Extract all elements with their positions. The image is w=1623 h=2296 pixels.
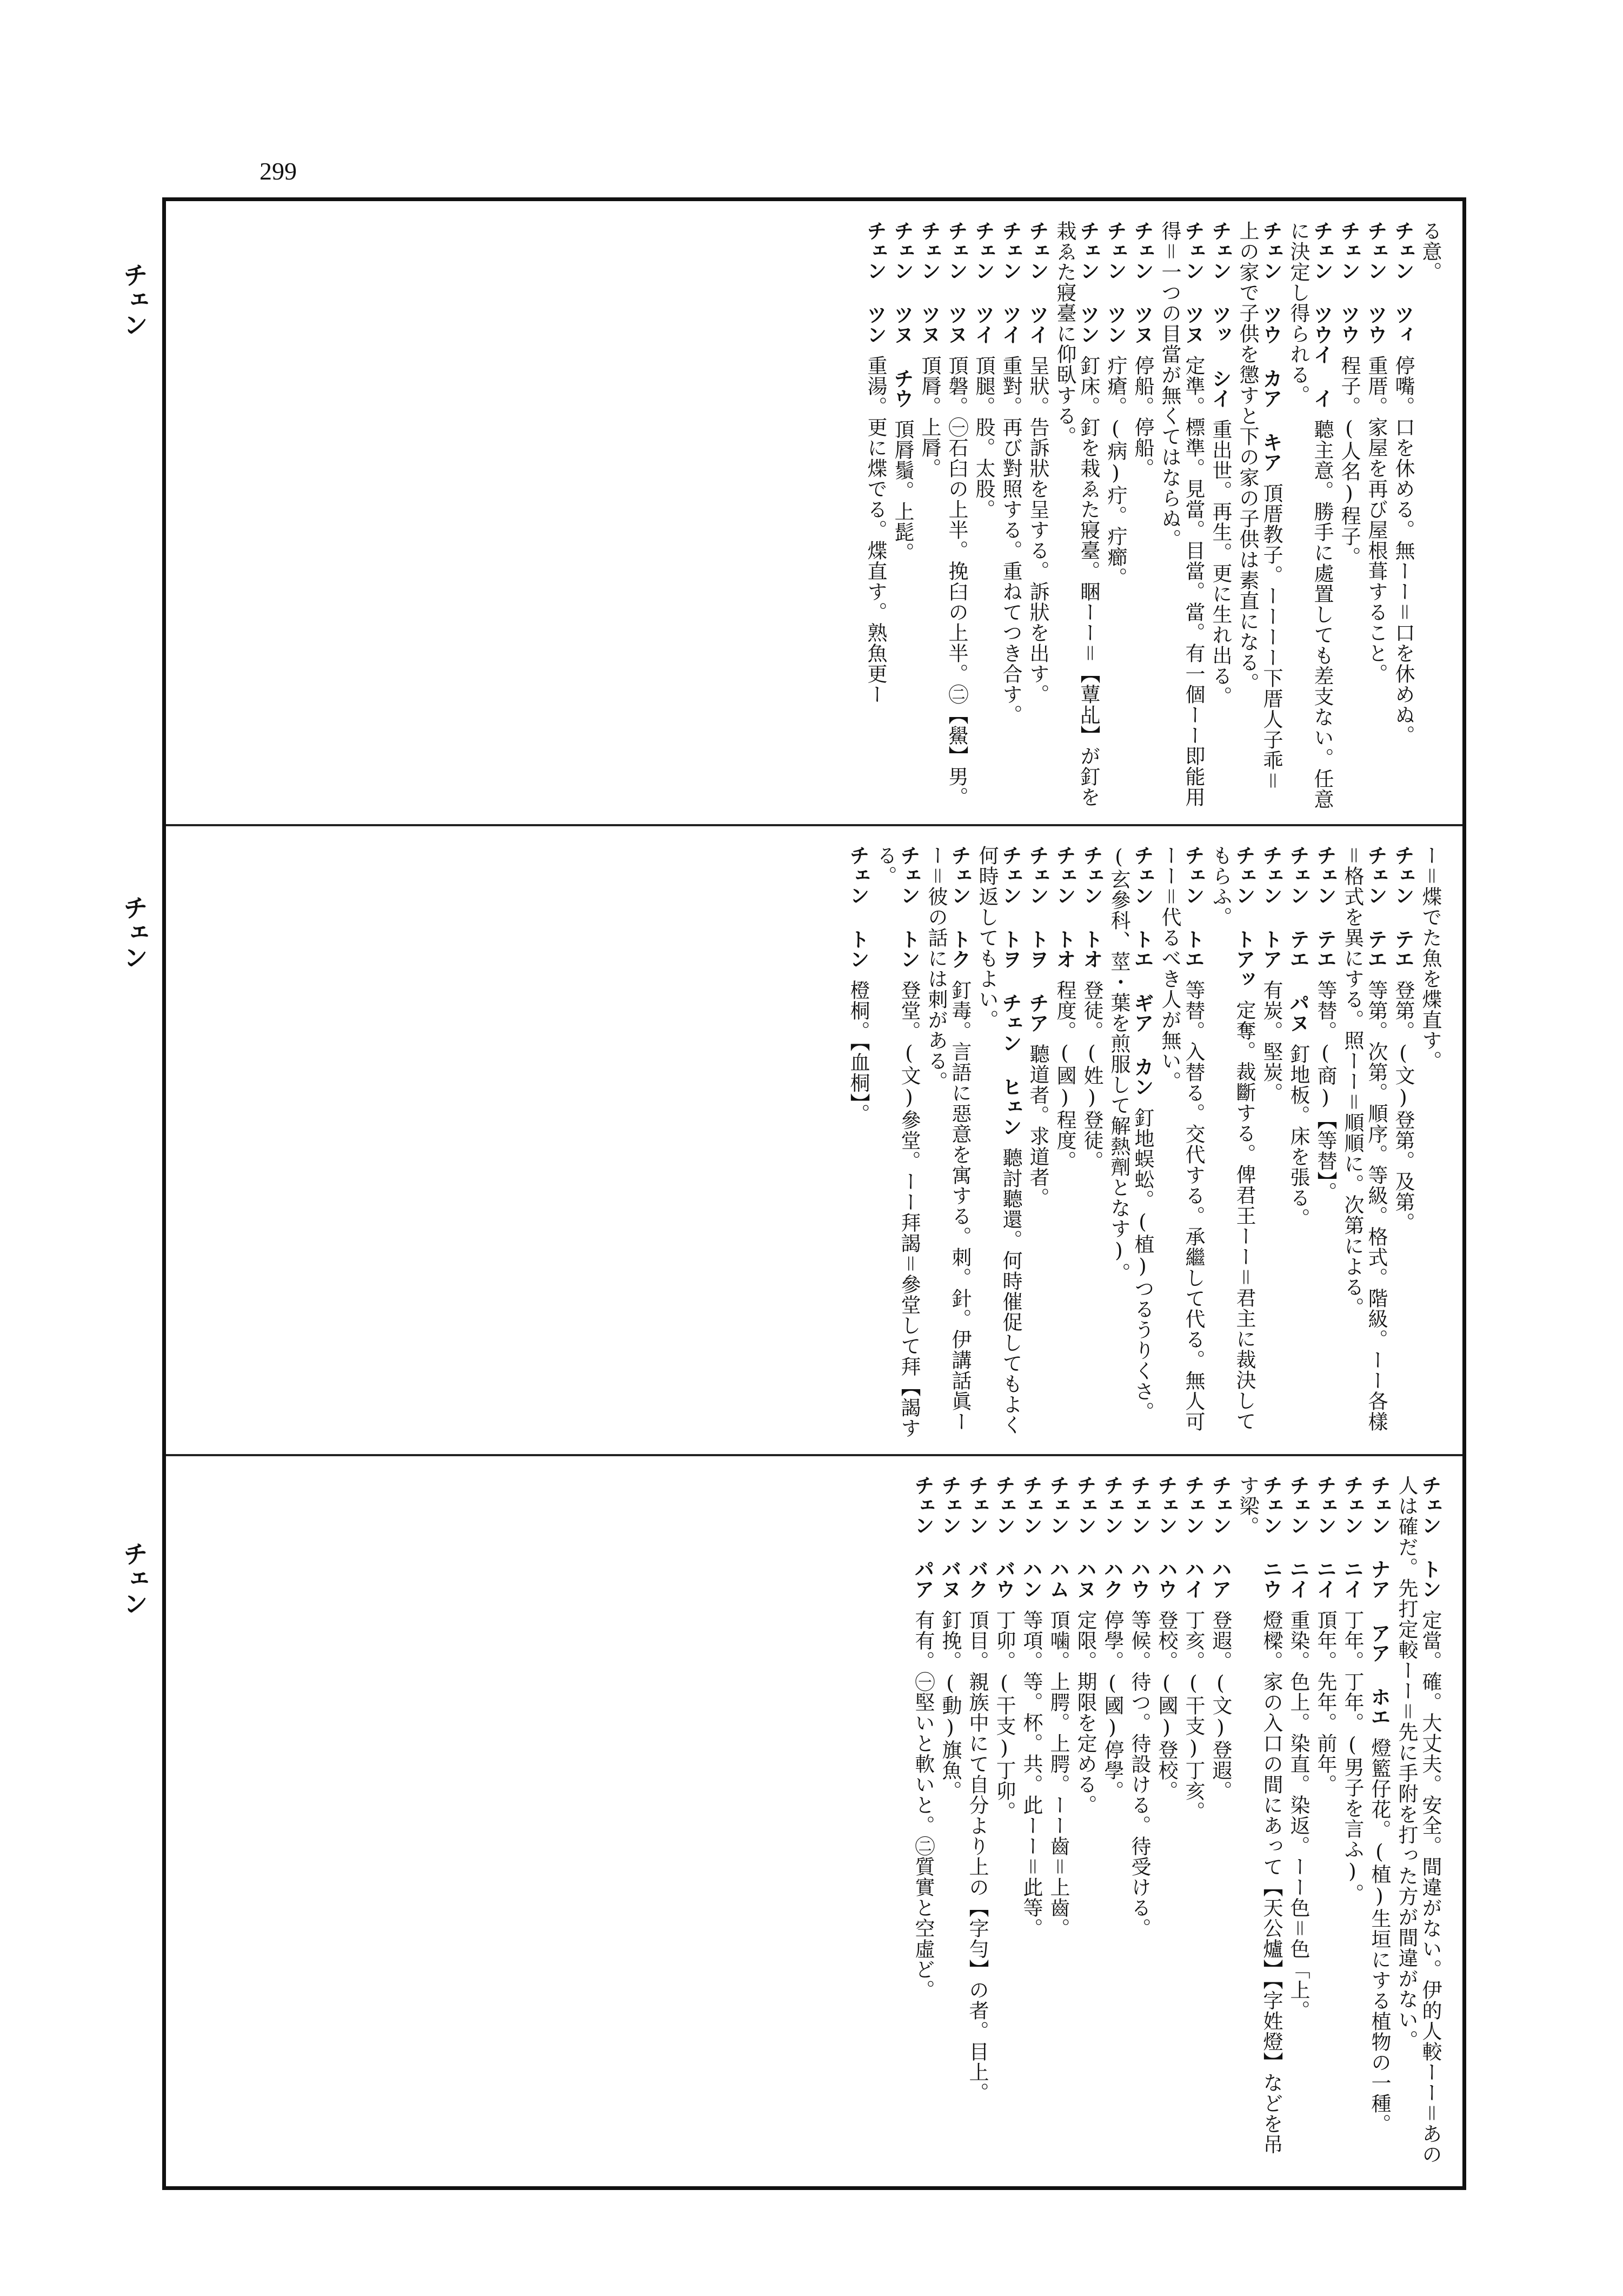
entry-definition: 丁卯。(干支)丁卯。: [993, 1610, 1016, 1822]
entry-definition: 重染。色上。染直。染返。ーー色＝色「上。: [1287, 1610, 1310, 2021]
dictionary-entry: [1418, 221, 1442, 810]
entry-headword: チェン ツウイ イ: [1310, 221, 1334, 408]
dictionary-entry: [992, 1475, 1016, 2173]
entry-definition: 頂磐。㊀石臼の上半。挽臼の上半。㊁【鱟】男。: [945, 355, 968, 807]
entry-definition: 登第。(文)登第。及第。: [1392, 980, 1415, 1233]
entry-headword: チェン ニイ: [1340, 1475, 1364, 1599]
side-label-bottom: チェン: [119, 1541, 149, 1616]
entry-headword: チェン ハク: [1100, 1475, 1124, 1599]
entry-definition: 有有。㊀堅いと軟いと。㊁質實と空虛ど。: [912, 1610, 935, 2000]
page-number: 299: [260, 157, 297, 185]
entry-headword: チェン ハウ: [1154, 1475, 1178, 1599]
entry-headword: チェン テエ: [1364, 845, 1388, 969]
dictionary-entry: [1394, 1475, 1442, 2173]
dictionary-entry: [972, 221, 995, 810]
entry-definition: 頂脣。上脣。: [918, 355, 941, 479]
entry-headword: チェン ツイ: [999, 221, 1022, 344]
entry-headword: チェン トアッ: [1232, 845, 1256, 989]
dictionary-entry: [911, 1475, 935, 2173]
entry-headword: チェン トア: [1259, 845, 1283, 969]
entry-headword: チェン テエ パヌ: [1286, 845, 1310, 1033]
entry-headword: チェン ツヌ: [1130, 221, 1154, 344]
entry-definition: 釘床。釘を栽ゑた寢臺。睏ーー＝【蕈乩】が釘を栽ゑた寢臺に仰臥する。: [1053, 221, 1100, 807]
dictionary-entry: [1026, 845, 1049, 1440]
entry-headword: チェン ハム: [1046, 1475, 1070, 1599]
dictionary-entry: [1019, 1475, 1043, 2173]
dictionary-entry: [1080, 845, 1103, 1440]
entry-definition: 頂目。親族中にて自分より上の【字勻】の者。目上。: [966, 1610, 989, 2103]
entry-headword: チェン ハヌ: [1073, 1475, 1097, 1599]
dictionary-entry: [1103, 221, 1127, 810]
entry-definition: 等替。入替る。交代する。承繼して代る。無人可ーー＝代るべき人が無い。: [1158, 845, 1205, 1432]
dictionary-entry: [1158, 221, 1205, 810]
dictionary-entry: [1340, 1475, 1364, 2173]
entry-definition: 呈狀。告訴狀を呈する。訴狀を出す。: [1026, 355, 1049, 705]
entry-headword: チェン ツヌ: [944, 221, 968, 344]
entry-definition: 頂厝教子。ーーーー下厝人子乖＝上の家で子供を懲すと下の家の子供は素直になる。: [1236, 221, 1283, 791]
entry-definition: 聽主意。勝手に處置しても差支ない。任意に決定し得られる。: [1287, 221, 1334, 809]
entry-definition: 丁年。丁年。(男子を言ふ)。: [1341, 1610, 1364, 1904]
dictionary-entry: [924, 845, 972, 1440]
dictionary-entry: [1127, 1475, 1151, 2173]
entry-headword: チェン パア: [911, 1475, 935, 1599]
entry-definition: る意。: [1419, 221, 1442, 282]
page-frame: [162, 197, 1466, 2190]
side-label-middle: チェン: [119, 895, 149, 970]
entry-headword: チェン トン: [1418, 1475, 1442, 1599]
entry-definition: 定準。標準。見當。目當。當。有一個ーー即能用得＝一つの目當が無くてはならぬ。: [1158, 221, 1205, 807]
entry-headword: チェン ナア アア ホエ: [1367, 1475, 1391, 1727]
entry-definition: 頂年。先年。前年。: [1314, 1610, 1337, 1795]
dictionary-entry: [1158, 845, 1205, 1440]
entry-headword: チェン ツィ: [1391, 221, 1415, 344]
dictionary-entry: [873, 845, 921, 1440]
entry-headword: チェン ツヌ: [917, 221, 941, 344]
side-label-top: チェン: [119, 262, 149, 337]
entry-definition: 停學。(國)停學。: [1101, 1610, 1124, 1801]
entry-headword: チェン ツヌ: [1181, 221, 1205, 344]
entry-headword: チェン トヲ チェン ヒェン: [999, 845, 1022, 1137]
dictionary-entry: [1391, 221, 1415, 810]
dictionary-entry: [1046, 1475, 1070, 2173]
entry-definition: 等項。等。杯。共。此ーー＝此等。: [1020, 1610, 1043, 1939]
dictionary-entry: [1286, 1475, 1310, 2173]
entry-definition: ー＝煠でた魚を煠直す。: [1419, 845, 1442, 1071]
dictionary-entry: [1053, 845, 1076, 1440]
band-middle: [166, 826, 1462, 1453]
entry-headword: チェン ハウ: [1127, 1475, 1151, 1599]
entry-definition: 重出世。再生。更に生れ出る。: [1209, 419, 1232, 707]
entry-headword: チェン ツイ: [972, 221, 995, 344]
entry-headword: チェン トヲ チア: [1026, 845, 1049, 1033]
entry-definition: 定限。期限を定める。: [1074, 1610, 1097, 1815]
dictionary-entry: [1391, 845, 1415, 1440]
entry-headword: チェン ツウ: [1364, 221, 1388, 344]
dictionary-entry: [1073, 1475, 1097, 2173]
entry-definition: 重厝。家屋を再び屋根葺すること。: [1365, 355, 1388, 684]
dictionary-entry: [1154, 1475, 1178, 2173]
entry-definition: 聽道者。求道者。: [1026, 1044, 1049, 1208]
entry-headword: チェン ツウ: [1337, 221, 1361, 344]
entry-headword: チェン ツヌ チウ: [890, 221, 914, 408]
dictionary-entry: [1340, 845, 1388, 1440]
entry-definition: 等候。待つ。待設ける。待受ける。: [1128, 1610, 1151, 1939]
entry-definition: 釘挽。(動)旗魚。: [939, 1610, 962, 1801]
dictionary-entry: [863, 221, 887, 810]
entry-headword: チェン トエ ギア カン: [1130, 845, 1154, 1097]
entry-headword: チェン バウ: [992, 1475, 1016, 1599]
entry-definition: 頂腿。股。太股。: [972, 355, 995, 520]
dictionary-entry: [999, 221, 1022, 810]
entry-definition: 定奪。裁斷する。俾君王ーー＝君主に裁決してもらふ。: [1209, 845, 1256, 1431]
entry-headword: チェン トエ: [1181, 845, 1205, 969]
entry-headword: チェン ニイ: [1313, 1475, 1337, 1599]
entry-definition: 頂噛。上腭。上腭。ーー齒＝上齒。: [1047, 1610, 1070, 1939]
entry-definition: 橙桐。【血桐】。: [847, 980, 870, 1124]
dictionary-entry: [846, 845, 870, 1440]
entry-definition: 聽討聽還。何時催促してもよく何時返してもよい。: [975, 845, 1022, 1435]
entry-definition: 疔瘡。(病)疔。疔癤。: [1104, 355, 1127, 588]
dictionary-entry: [1286, 845, 1310, 1440]
dictionary-entry: [1100, 1475, 1124, 2173]
entry-headword: チェン ハン: [1019, 1475, 1043, 1599]
dictionary-entry: [975, 845, 1022, 1440]
dictionary-entry: [1286, 221, 1334, 810]
dictionary-entry: [1367, 1475, 1391, 2173]
dictionary-entry: [1337, 221, 1361, 810]
dictionary-entry: [1313, 845, 1337, 1440]
entry-definition: 登徒。(姓)登徒。: [1080, 980, 1103, 1171]
dictionary-entry: [1364, 221, 1388, 810]
entry-headword: チェン ツイ: [1026, 221, 1049, 344]
entry-definition: 重湯。更に煠でる。煠直す。熟魚更ー: [864, 355, 887, 705]
entry-definition: 停嘴。口を休める。無ーー＝口を休めぬ。: [1392, 355, 1415, 746]
entry-definition: 重對。再び對照する。重ねてつき合す。: [999, 355, 1022, 725]
entry-headword: チェン ツン: [1103, 221, 1127, 344]
dictionary-entry: [1053, 221, 1100, 810]
dictionary-entry: [1418, 845, 1442, 1440]
band-bottom: [166, 1456, 1462, 2188]
entry-definition: 登校。(國)登校。: [1155, 1610, 1178, 1801]
entry-definition: 等替。(商)【等替】。: [1314, 980, 1337, 1203]
entry-definition: 釘地板。床を張る。: [1287, 1044, 1310, 1229]
entry-definition: 等第。次第。順序。等級。格式。階級。ーー各樣＝格式を異にする。照ーー＝順順に。次第による。: [1341, 845, 1388, 1432]
entry-definition: 釘地蜈蚣。(植)つるうりくさ。(玄參科、莖・葉を煎服して解熱劑となす)。: [1107, 845, 1154, 1422]
dictionary-entry: [1107, 845, 1154, 1440]
entry-headword: チェン バク: [965, 1475, 989, 1599]
entry-definition: 程子。(人名)程子。: [1338, 355, 1361, 567]
entry-definition: 丁亥。(干支)丁亥。: [1182, 1610, 1205, 1822]
entry-headword: チェン トン: [897, 845, 921, 969]
dictionary-entry: [1208, 221, 1232, 810]
entry-headword: チェン ツン: [863, 221, 887, 344]
entry-headword: チェン ツッ シイ: [1208, 221, 1232, 408]
entry-headword: チェン トク: [948, 845, 972, 969]
entry-headword: チェン ニウ: [1259, 1475, 1283, 1599]
dictionary-entry: [944, 221, 968, 810]
entry-definition: 燈籃仔花。(植)生垣にする植物の一種。: [1368, 1737, 1391, 2134]
entry-headword: チェン ニイ: [1286, 1475, 1310, 1599]
entry-headword: チェン テエ: [1391, 845, 1415, 969]
entry-headword: チェン バヌ: [938, 1475, 962, 1599]
entry-definition: 登堂。(文)參堂。ーー拜謁＝參堂して拜【謁する。: [874, 845, 921, 1438]
dictionary-entry: [890, 221, 914, 810]
dictionary-entry: [1208, 845, 1256, 1440]
entry-headword: チェン トン: [846, 845, 870, 969]
dictionary-entry: [965, 1475, 989, 2173]
entry-definition: 停船。停船。: [1131, 355, 1154, 479]
entry-headword: チェン トオ: [1053, 845, 1076, 969]
entry-definition: 頂脣鬚。上髭。: [891, 419, 914, 563]
dictionary-entry: [1313, 1475, 1337, 2173]
entry-definition: 有炭。堅炭。: [1260, 980, 1283, 1103]
band-top: [166, 201, 1462, 823]
entry-definition: 釘毒。言語に惡意を寓する。刺。針。伊講話眞ーー＝彼の話には刺がある。: [924, 845, 972, 1432]
entry-headword: チェン ツン: [1076, 221, 1100, 344]
dictionary-entry: [938, 1475, 962, 2173]
dictionary-entry: [917, 221, 941, 810]
entry-definition: 定當。確。大丈夫。安全。間違がない。伊的人較ーー＝あの人は確だ。先打定較ーー＝先に手附を打った方が間違がない。: [1395, 1475, 1442, 2165]
entry-headword: チェン テエ: [1313, 845, 1337, 969]
dictionary-entry: [1208, 1475, 1232, 2173]
entry-definition: 燈樑。家の入口の間にあって【天公爐】【字姓燈】などを吊す梁。: [1236, 1475, 1283, 2155]
entry-headword: チェン ツウ カア キア: [1259, 221, 1283, 472]
dictionary-entry: [1130, 221, 1154, 810]
entry-headword: チェン トオ: [1080, 845, 1103, 969]
dictionary-entry: [1235, 221, 1283, 810]
entry-headword: チェン ハア: [1208, 1475, 1232, 1599]
entry-definition: 程度。(國)程度。: [1053, 980, 1076, 1171]
dictionary-entry: [1259, 845, 1283, 1440]
dictionary-entry: [1181, 1475, 1205, 2173]
dictionary-entry: [1026, 221, 1049, 810]
entry-headword: チェン ハイ: [1181, 1475, 1205, 1599]
entry-definition: 登遐。(文)登遐。: [1209, 1610, 1232, 1801]
dictionary-entry: [1235, 1475, 1283, 2173]
